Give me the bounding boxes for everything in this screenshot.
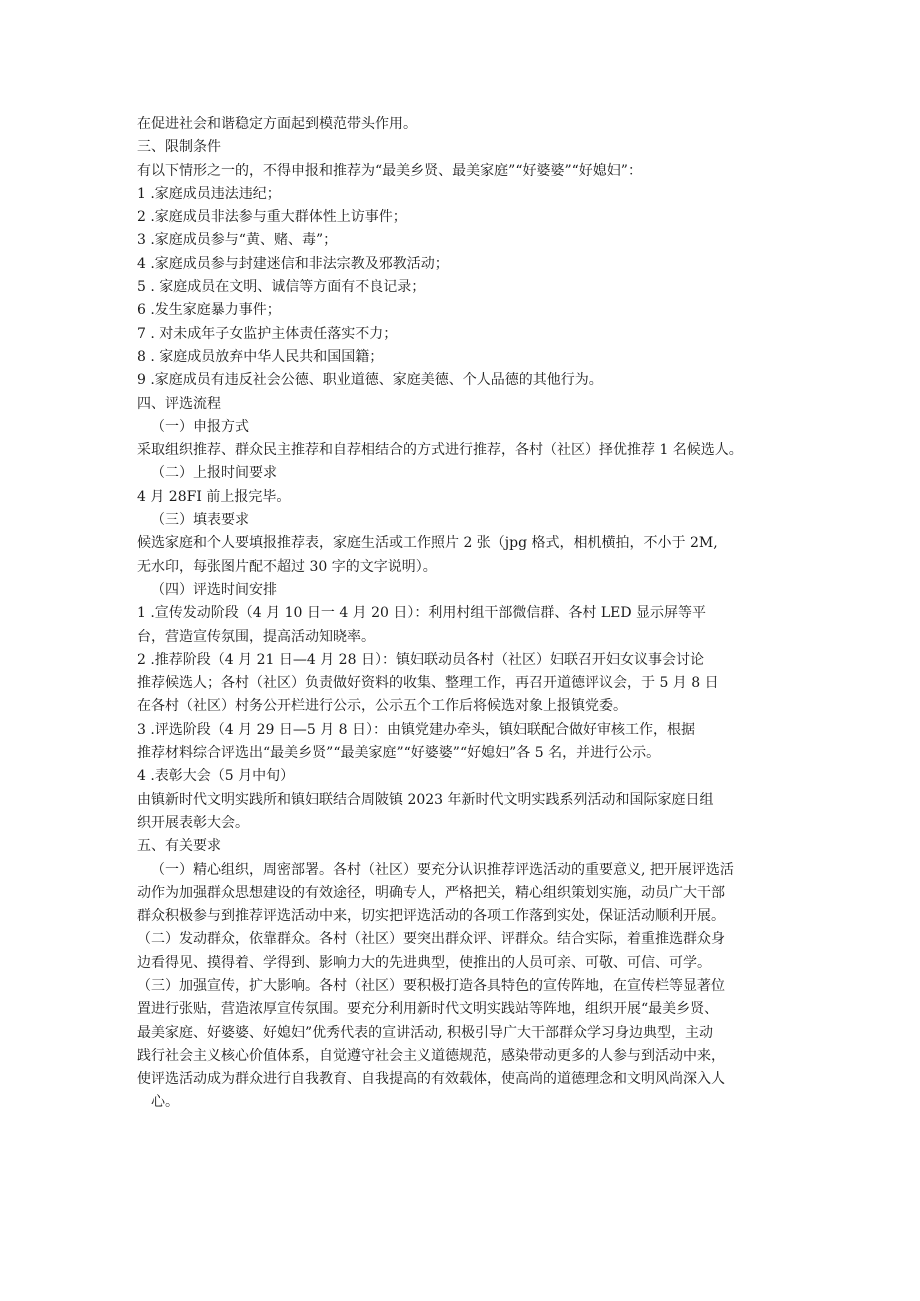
text-line: 动作为加强群众思想建设的有效途径，明确专人，严格把关，精心组织策划实施，动员广大干部 xyxy=(137,884,725,901)
list-item: 4 .家庭成员参与封建迷信和非法宗教及邪教活动； xyxy=(137,255,449,272)
text-line: 在促进社会和谐稳定方面起到模范带头作用。 xyxy=(137,116,417,132)
document-body xyxy=(137,113,787,1115)
text-line: 践行社会主义核心价值体系，自觉遵守社会主义道德规范，感染带动更多的人参与到活动中来， xyxy=(137,1047,725,1064)
text-line: 群众积极参与到推荐评选活动中来，切实把评选活动的各项工作落到实处，保证活动顺利开展。 xyxy=(137,908,725,925)
text-line: 4 月 28FI 前上报完毕。 xyxy=(137,488,291,505)
list-item: 7 . 对未成年子女监护主体责任落实不力； xyxy=(137,325,398,342)
text-line: 最美家庭、好婆婆、好媳妇”优秀代表的宣讲活动, 积极引导广大干部群众学习身边典型，主动 xyxy=(137,1024,714,1041)
text-line: 织开展表彰大会。 xyxy=(137,814,249,831)
text-line: 推荐候选人；各村（社区）负责做好资料的收集、整理工作，再召开道德评议会，于 5 月 8 日 xyxy=(137,675,719,692)
text-line: 使评选活动成为群众进行自我教育、自我提高的有效载体，使高尚的道德理念和文明风尚深入人 xyxy=(137,1071,725,1088)
text-line: 候选家庭和个人要填报推荐表，家庭生活或工作照片 2 张（jpg 格式，相机横拍，不小于 2M, xyxy=(137,535,718,552)
subheading: （三）填表要求 xyxy=(151,512,249,529)
text-line: 边看得见、摸得着、学得到、影响力大的先进典型，使推出的人员可亲、可敬、可信、可学。 xyxy=(137,954,711,971)
text-line: 无水印，每张图片配不超过 30 字的文字说明）。 xyxy=(137,558,437,575)
section-heading-process: 四、评选流程 xyxy=(137,395,221,412)
subheading: （四）评选时间安排 xyxy=(151,581,277,598)
list-item: 6 .发生家庭暴力事件； xyxy=(137,302,281,319)
section-heading-restrictions: 三、限制条件 xyxy=(137,139,221,156)
section-heading-requirements: 五、有关要求 xyxy=(137,838,221,855)
list-item: 1 .家庭成员违法违纪； xyxy=(137,185,281,202)
list-item: 5 . 家庭成员在文明、诚信等方面有不良记录； xyxy=(137,279,426,296)
text-line: 有以下情形之一的，不得申报和推荐为“最美乡贤、最美家庭”“好婆婆”“好媳妇”： xyxy=(137,162,642,179)
text-line: 心。 xyxy=(151,1094,179,1111)
subheading: （二）上报时间要求 xyxy=(151,465,277,482)
subheading: （一）申报方式 xyxy=(151,418,249,435)
list-item: 3 .家庭成员参与“黄、赌、毒”； xyxy=(137,232,338,249)
text-line: 置进行张贴，营造浓厚宣传氛围。要充分利用新时代文明实践站等阵地，组织开展“最美乡贤、 xyxy=(137,1001,719,1018)
list-item: 3 .评选阶段（4 月 29 日—5 月 8 日）：由镇党建办牵头，镇妇联配合做好审核工作，根据 xyxy=(137,721,696,738)
list-item: 2 .推荐阶段（4 月 21 日—4 月 28 日）：镇妇联动员各村（社区）妇联召开妇女议事会讨论 xyxy=(137,651,704,668)
text-line: （一）精心组织，周密部署。各村（社区）要充分认识推荐评选活动的重要意义, 把开展评选活 xyxy=(151,861,734,878)
list-item: 8 . 家庭成员放弃中华人民共和国国籍； xyxy=(137,348,384,365)
text-line: （三）加强宣传，扩大影响。各村（社区）要积极打造各具特色的宣传阵地，在宣传栏等显著位 xyxy=(137,977,725,994)
list-item: 1 .宣传发动阶段（4 月 10 日一 4 月 20 日）：利用村组干部微信群、各村 LED 显示屏等平 xyxy=(137,605,707,622)
text-line: 采取组织推荐、群众民主推荐和自荐相结合的方式进行推荐，各村（社区）择优推荐 1 名候选人。 xyxy=(137,442,743,459)
list-item: 4 .表彰大会（5 月中旬） xyxy=(137,768,295,785)
text-line: 台，营造宣传氛围，提高活动知晓率。 xyxy=(137,628,375,645)
text-line: （二）发动群众，依靠群众。各村（社区）要突出群众评、评群众。结合实际，着重推选群众身 xyxy=(137,931,725,948)
list-item: 9 .家庭成员有违反社会公德、职业道德、家庭美德、个人品德的其他行为。 xyxy=(137,372,603,389)
text-line: 在各村（社区）村务公开栏进行公示，公示五个工作后将候选对象上报镇党委。 xyxy=(137,698,627,715)
list-item: 2 .家庭成员非法参与重大群体性上访事件； xyxy=(137,209,407,226)
text-line: 推荐材料综合评选出“最美乡贤”“最美家庭”“好婆婆”“好媳妇”各 5 名，并进行公示。 xyxy=(137,745,661,762)
text-line: 由镇新时代文明实践所和镇妇联结合周陂镇 2023 年新时代文明实践系列活动和国际家庭日组 xyxy=(137,791,714,808)
